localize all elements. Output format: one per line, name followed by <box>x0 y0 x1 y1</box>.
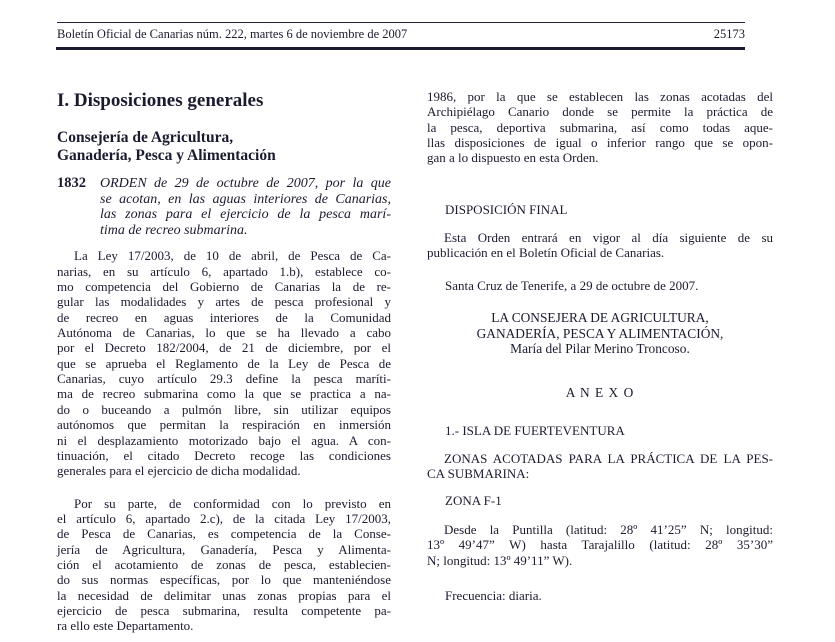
zone-description <box>427 522 773 568</box>
right-column <box>427 89 773 603</box>
text-line: ZONAS ACOTADAS PARA LA PRÁCTICA DE LA PES- <box>444 450 773 466</box>
text-line: por el Decreto 182/2004, de 21 de diciembre, por el <box>57 340 391 356</box>
page-number: 25173 <box>713 27 745 41</box>
department-name <box>57 129 391 164</box>
final-provision-heading: DISPOSICIÓN FINAL <box>445 201 568 217</box>
order-number: 1832 <box>57 175 86 191</box>
island-heading: 1.- ISLA DE FUERTEVENTURA <box>445 422 625 438</box>
text-line: N; longitud: 13º 49’11” W). <box>427 552 573 568</box>
text-line: tima de recreo submarina. <box>100 222 248 238</box>
zone-label: ZONA F-1 <box>445 492 502 508</box>
text-line: 1986, por la que se establecen las zonas acotadas del <box>427 89 773 104</box>
text-line: se acotan, en las aguas interiores de Canarias, <box>100 191 391 207</box>
text-line: ni el desplazamiento motorizado bajo el agua. A con- <box>57 432 391 448</box>
text-line: do sus normas específicas, por lo que manteniéndose <box>57 572 391 588</box>
text-line: do o buceando a pulmón libre, sin utilizar equipos <box>57 401 391 417</box>
text-line: CA SUBMARINA: <box>427 466 530 482</box>
text-line: el artículo 6, apartado 2.c), de la citada Ley 17/2003, <box>57 510 391 526</box>
text-line: generales para el ejercicio de dicha modalidad. <box>57 463 301 479</box>
signature-block <box>427 310 773 357</box>
text-line: 13º 49’47” W) hasta Tarajalillo (latitud: 28º 35’30” <box>427 537 773 553</box>
header-top-rule <box>57 22 745 23</box>
department-line: Ganadería, Pesca y Alimentación <box>57 146 276 164</box>
text-line: ción el acotamiento de zonas de pesca, establecien- <box>57 556 391 572</box>
text-line: que se aprueba el Reglamento de la Ley de Pesca de <box>57 355 391 371</box>
place-date-line: Santa Cruz de Tenerife, a 29 de octubre de 2007. <box>445 277 699 293</box>
text-line: Canarias, cuyo artículo 29.3 define la pesca maríti- <box>57 371 391 387</box>
text-line: gan a lo dispuesto en esta Orden. <box>427 150 599 166</box>
order-item <box>57 176 391 238</box>
signature-line: GANADERÍA, PESCA Y ALIMENTACIÓN, <box>476 325 724 341</box>
text-line: autónomos que permitan la respiración en inmersión <box>57 417 391 433</box>
signature-line: LA CONSEJERA DE AGRICULTURA, <box>491 310 709 326</box>
left-column <box>57 90 391 634</box>
text-line: de recreo en aguas interiores de la Comunidad <box>57 309 391 325</box>
effective-date-paragraph <box>427 230 773 261</box>
text-line: ra ello este Departamento. <box>57 618 194 634</box>
body-paragraph-2 <box>57 496 391 634</box>
department-line: Consejería de Agricultura, <box>57 129 234 146</box>
text-line: la pesca, deportiva submarina, así como todas aque- <box>427 119 773 135</box>
text-line: Esta Orden entrará en vigor al día siguiente de su <box>444 230 773 246</box>
text-line: la necesidad de delimitar unas zonas propias para el <box>57 587 391 603</box>
zones-heading <box>427 451 773 482</box>
text-line: tinuación, el citado Decreto recoge las condiciones <box>57 447 391 463</box>
page-header <box>57 26 745 42</box>
frequency-line: Frecuencia: diaria. <box>445 588 542 603</box>
text-line: narias, en su artículo 6, apartado 1.b), establece co- <box>57 263 391 279</box>
header-bottom-rule <box>56 47 745 50</box>
text-line: La Ley 17/2003, de 10 de abril, de Pesca de Ca- <box>74 248 391 264</box>
text-line: ma de recreo submarina como la que se practica a na- <box>57 386 391 402</box>
text-line: ORDEN de 29 de octubre de 2007, por la que <box>100 176 391 191</box>
text-line: publicación en el Boletín Oficial de Canarias. <box>427 245 665 261</box>
annex-heading: A N E X O <box>565 384 635 400</box>
text-line: de Pesca de Canarias, es competencia de la Conse- <box>57 526 391 542</box>
text-line: las zonas para el ejercicio de la pesca marí- <box>100 207 391 223</box>
order-title <box>100 176 391 238</box>
text-line: Autónoma de Canarias, lo que se ha llevado a cabo <box>57 325 391 341</box>
text-line: jería de Agricultura, Ganadería, Pesca y Alimenta- <box>57 541 391 557</box>
text-line: llas disposiciones de igual o inferior rango que se opon- <box>427 135 773 151</box>
text-line: Archipiélago Canario donde se permite la práctica de <box>427 104 773 120</box>
signature-line: María del Pilar Merino Troncoso. <box>510 341 690 357</box>
text-line: gular las modalidades y artes de pesca profesional y <box>57 294 391 310</box>
text-line: ejercicio de pesca submarina, resulta competente pa- <box>57 602 391 618</box>
text-line: Desde la Puntilla (latitud: 28º 41’25” N; longitud: <box>444 521 773 537</box>
body-paragraph-1 <box>57 248 391 478</box>
section-title: I. Disposiciones generales <box>57 90 264 111</box>
text-line: mo competencia del Gobierno de Canarias la de re- <box>57 279 391 295</box>
bulletin-title: Boletín Oficial de Canarias núm. 222, martes 6 de noviembre de 2007 <box>57 27 408 41</box>
continuation-paragraph <box>427 89 773 166</box>
text-line: Por su parte, de conformidad con lo previsto en <box>74 495 391 511</box>
